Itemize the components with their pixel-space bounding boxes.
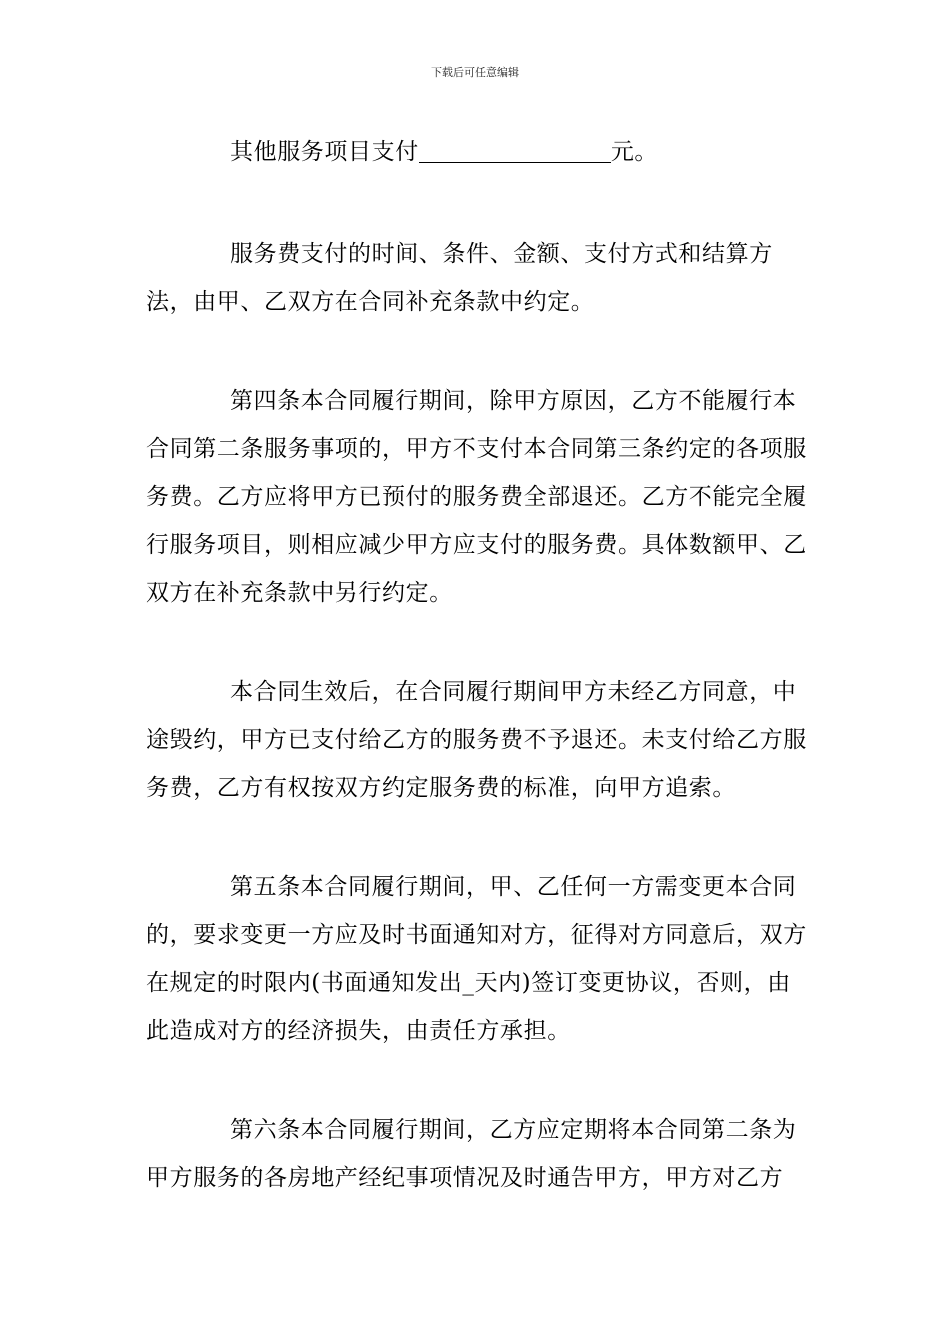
paragraph-article-4: 第四条本合同履行期间，除甲方原因，乙方不能履行本合同第二条服务事项的，甲方不支付本合同第三条约定的各项服务费。乙方应将甲方已预付的服务费全部退还。乙方不能完全履行服务项目，则相应减少甲方应支付的服务费。具体数额甲、乙双方在补充条款中另行约定。 [146, 388, 807, 606]
paragraph-breach: 本合同生效后，在合同履行期间甲方未经乙方同意，中途毁约，甲方已支付给乙方的服务费不予退还。未支付给乙方服务费，乙方有权按双方约定服务费的标准，向甲方追索。 [146, 679, 807, 801]
page-header: 下载后可任意编辑 [431, 66, 519, 79]
paragraph-article-5: 第五条本合同履行期间，甲、乙任何一方需变更本合同的，要求变更一方应及时书面通知对方，征得对方同意后，双方在规定的时限内(书面通知发出_天内)签订变更协议，否则，由此造成对方的经济损失，由责任方承担。 [146, 874, 807, 1044]
paragraph-other-services [146, 128, 812, 176]
document-body [146, 128, 812, 1253]
paragraph-text: 元。 [610, 139, 659, 165]
paragraph-text: 其他服务项目支付 [230, 139, 419, 165]
fill-in-blank [419, 132, 611, 163]
paragraph-payment-terms: 服务费支付的时间、条件、金额、支付方式和结算方法，由甲、乙双方在合同补充条款中约定。 [146, 241, 773, 315]
paragraph-article-6: 第六条本合同履行期间，乙方应定期将本合同第二条为甲方服务的各房地产经纪事项情况及时通告甲方，甲方对乙方 [146, 1117, 797, 1191]
